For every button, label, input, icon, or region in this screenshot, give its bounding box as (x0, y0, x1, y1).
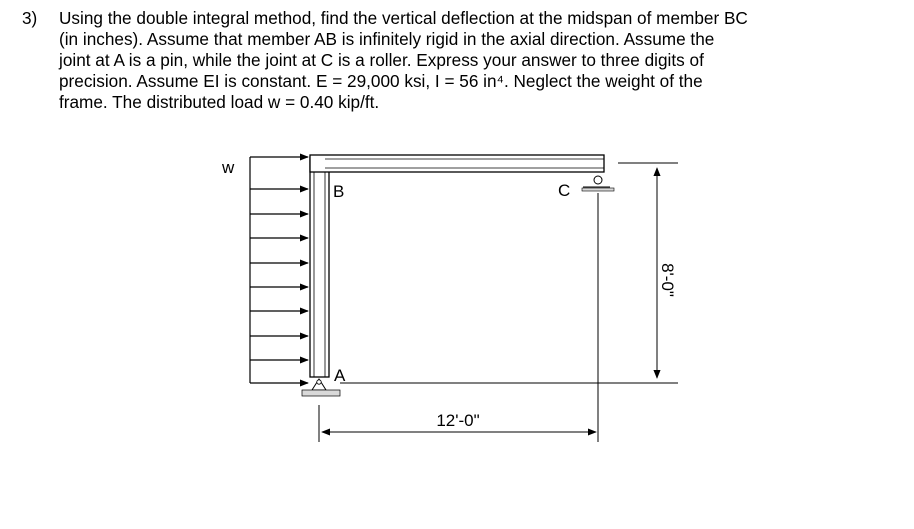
problem-line: Using the double integral method, find the vertical deflection at the midspan of member BC (59, 8, 748, 28)
height-dimension-label: 8'-0" (658, 263, 677, 297)
roller-support-c (582, 176, 614, 191)
roller-base (582, 188, 614, 191)
pin-hinge-icon (317, 380, 321, 384)
span-dimension (319, 193, 598, 442)
problem-line: joint at A is a pin, while the joint at C is a roller. Express your answer to three digits of (59, 50, 704, 70)
load-label-w: w (222, 158, 235, 177)
height-dimension (340, 163, 678, 383)
distributed-load (221, 157, 308, 383)
problem-line: frame. The distributed load w = 0.40 kip/ft. (59, 92, 380, 112)
span-dimension-label: 12'-0" (436, 411, 480, 430)
pin-ground-base (302, 390, 340, 396)
member-bc (310, 155, 604, 172)
roller-pin-icon (594, 176, 602, 184)
joint-label-b: B (333, 182, 345, 201)
joint-label-a: A (334, 366, 346, 385)
problem-line: (in inches). Assume that member AB is infinitely rigid in the axial direction. Assume the (59, 29, 715, 49)
joint-label-c: C (558, 181, 571, 200)
load-arrows (250, 157, 308, 383)
problem-line: precision. Assume EI is constant. E = 29,000 ksi, I = 56 in⁴. Neglect the weight of the (59, 71, 703, 91)
member-ab (310, 157, 329, 377)
problem-number: 3) (22, 8, 38, 28)
